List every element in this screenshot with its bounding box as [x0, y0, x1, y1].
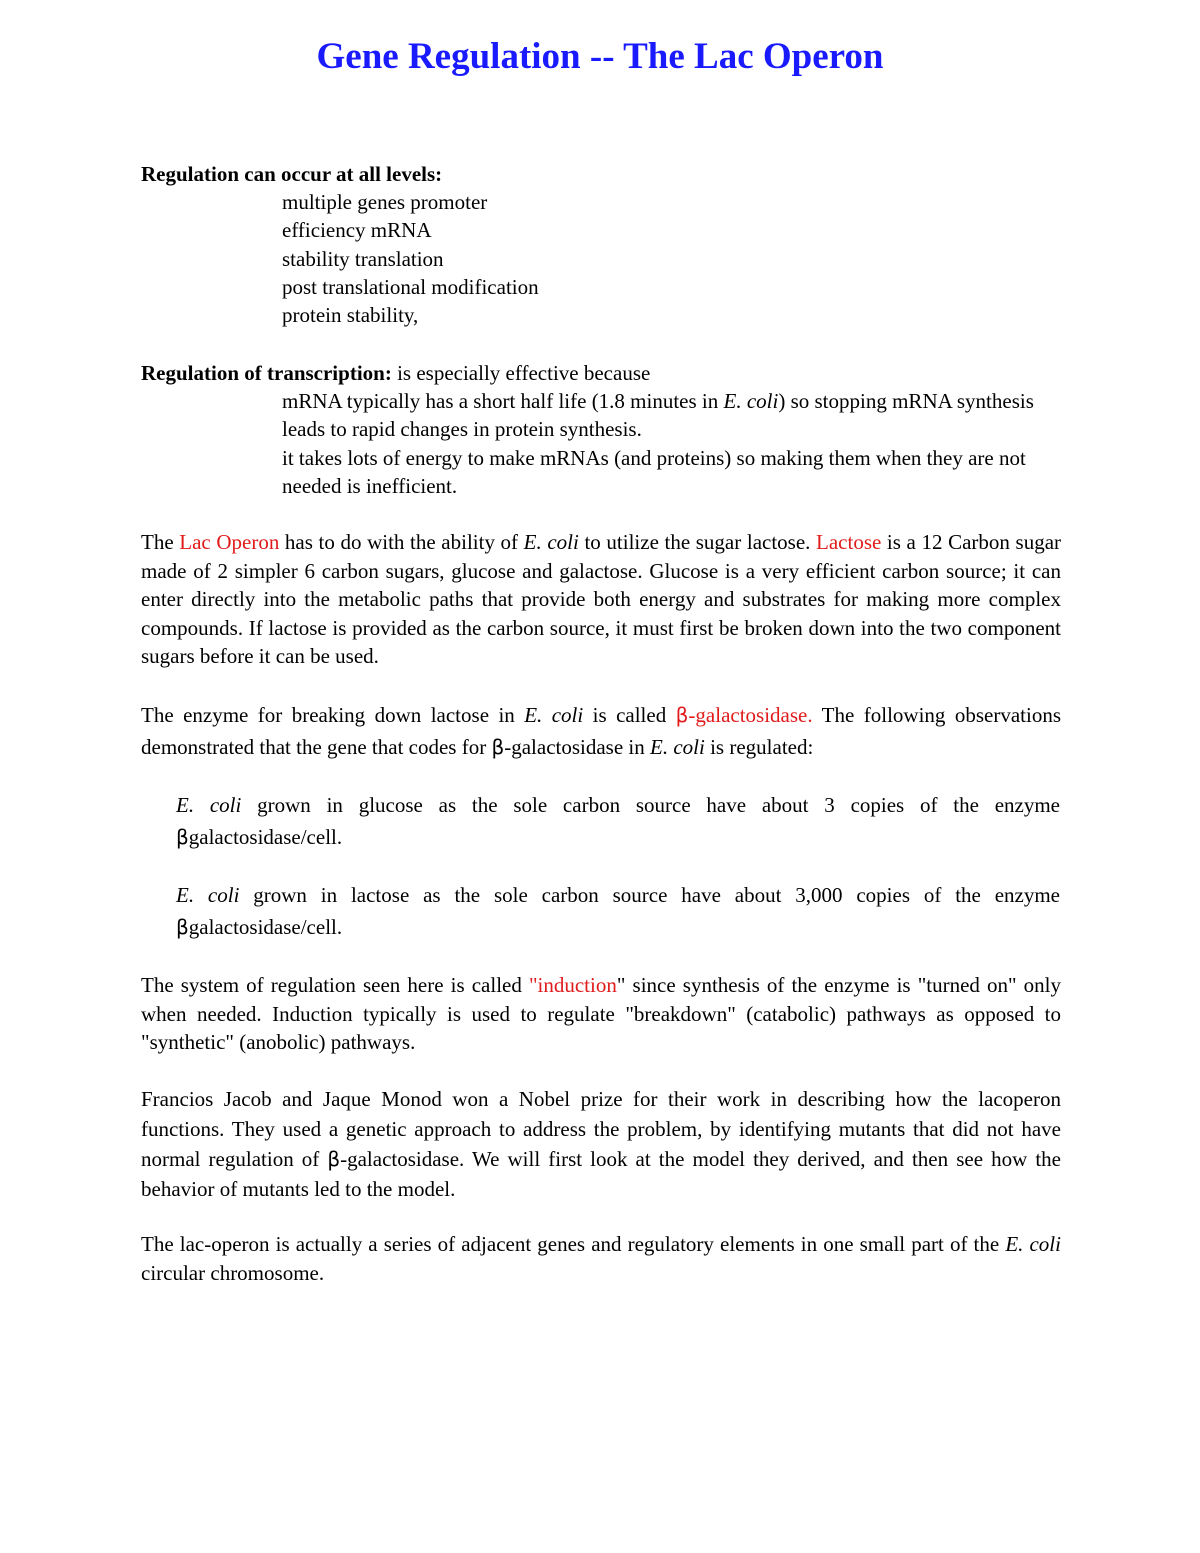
list-item: efficiency mRNA: [282, 218, 432, 243]
lac-operon-term: Lac Operon: [179, 530, 280, 554]
transcription-point-mrna: mRNA typically has a short half life (1.8 minutes in E. coli) so stopping mRNA synthesis leads to rapid changes in protein synthesis.: [282, 389, 1034, 442]
beta-symbol: β: [176, 915, 189, 939]
page-title: Gene Regulation -- The Lac Operon: [316, 36, 884, 77]
list-item: protein stability,: [282, 303, 419, 328]
transcription-point-energy: it takes lots of energy to make mRNAs (and proteins) so making them when they are not needed is inefficient.: [282, 445, 1026, 498]
levels-list: [282, 188, 982, 329]
organism-name: E. coli: [524, 703, 584, 727]
jacob-monod-paragraph: Francios Jacob and Jaque Monod won a Nobel prize for their work in describing how the lacoperon functions. They used a genetic approach to address the problem, by identifying mutants that did not have normal regulation of β-galactosidase. We will first look at the model they derived, and then see how the behavior of mutants led to the model.: [141, 1087, 1061, 1201]
beta-symbol: β: [675, 703, 689, 727]
transcription-heading-line: [141, 359, 1061, 388]
organism-name: E. coli: [723, 389, 779, 413]
organism-name: E. coli: [176, 883, 240, 907]
beta-symbol: β: [327, 1147, 341, 1171]
list-item: post translational modification: [282, 274, 539, 299]
lac-operon-paragraph: The Lac Operon has to do with the ability of E. coli to utilize the sugar lactose. Lactose is a 12 Carbon sugar made of 2 simpler 6 carbon sugars, glucose and galactose. Glucose is a very efficient carbon source; it can enter directly into the metabolic paths that provide both energy and substrates for making more complex compounds. If lactose is provided as the carbon source, it must first be broken down into the two component sugars before it can be used.: [141, 530, 1062, 668]
list-item: multiple genes promoter: [282, 190, 488, 214]
levels-heading: Regulation can occur at all levels:: [141, 162, 443, 186]
transcription-points: [282, 387, 1057, 500]
beta-symbol: β: [176, 825, 189, 849]
enzyme-term: -galactosidase.: [688, 703, 813, 727]
organism-name: E. coli: [1005, 1232, 1061, 1256]
transcription-heading-rest: is especially effective because: [391, 361, 651, 385]
organism-name: E. coli: [176, 793, 242, 817]
list-item: stability translation: [282, 246, 444, 271]
observation-lactose: E. coli grown in lactose as the sole carbon source have about 3,000 copies of the enzyme βgalactosidase/cell.: [176, 883, 1060, 939]
organism-name: E. coli: [650, 735, 705, 759]
induction-term: "induction: [528, 973, 617, 997]
induction-paragraph: The system of regulation seen here is called "induction" since synthesis of the enzyme is "turned on" only when needed. Induction typically is used to regulate "breakdown" (catabolic) pathways as opposed to "synthetic" (anobolic) pathways.: [141, 973, 1062, 1054]
lac-operon-structure-paragraph: The lac-operon is actually a series of adjacent genes and regulatory elements in one small part of the E. coli circular chromosome.: [141, 1232, 1061, 1285]
transcription-heading: Regulation of transcription:: [141, 361, 392, 385]
lactose-term: Lactose: [816, 530, 882, 554]
beta-symbol: β: [491, 735, 505, 759]
observation-glucose: E. coli grown in glucose as the sole carbon source have about 3 copies of the enzyme βgalactosidase/cell.: [176, 793, 1060, 849]
enzyme-paragraph: The enzyme for breaking down lactose in E. coli is called β-galactosidase. The following observations demonstrated that the gene that codes for β-galactosidase in E. coli is regulated:: [141, 703, 1061, 759]
organism-name: E. coli: [523, 530, 579, 554]
